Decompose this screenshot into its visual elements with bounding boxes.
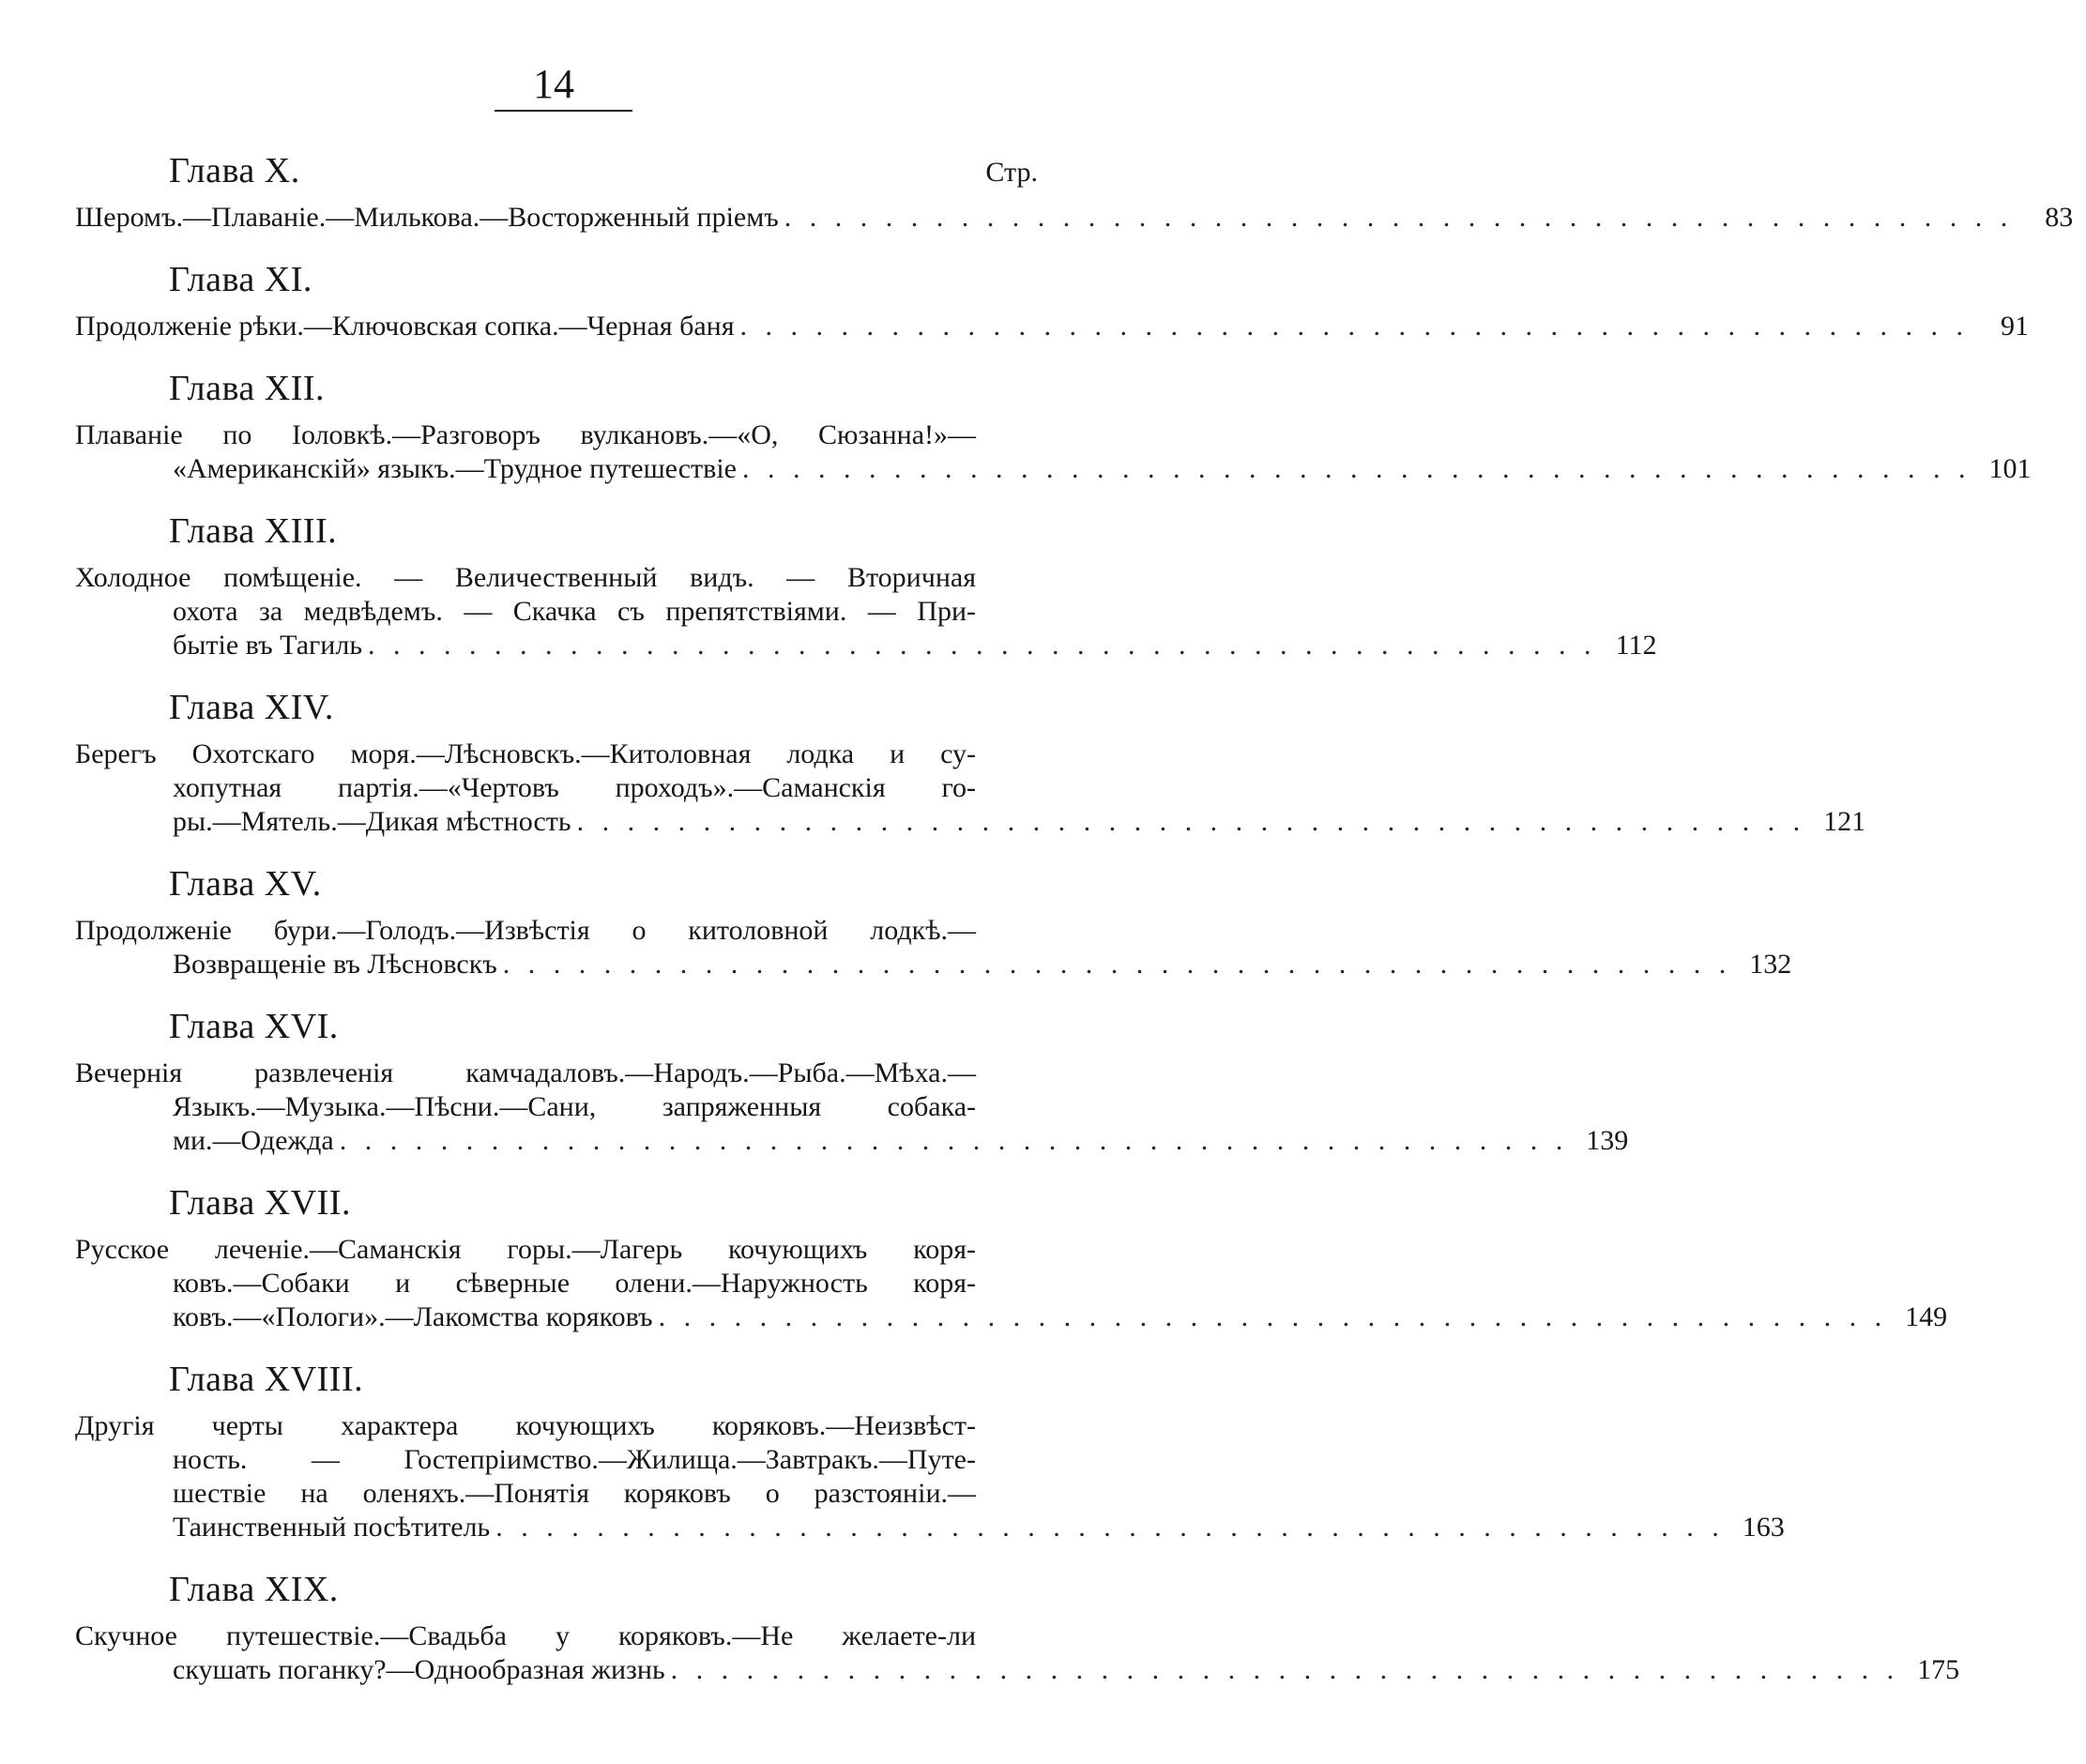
chapter-title: Глава XII. (169, 369, 325, 408)
chapter-summary (75, 310, 2030, 343)
dot-leader: . . . . . . . . . . . . . . . . . . . . . . . . . . . . . . . . . . . . . . . . . . . . . . . . . (670, 1654, 1900, 1685)
chapter-spacer (75, 235, 1051, 257)
chapter-spacer (75, 343, 1051, 366)
chapter-entry (75, 257, 2030, 366)
summary-line: Скучное путешествіе.—Свадьба у коряковъ.—Не желаете-ли (75, 1620, 976, 1651)
chapter-entry (75, 1180, 1948, 1357)
table-of-contents (75, 148, 2074, 1687)
page-reference: 139 (1586, 1125, 1629, 1156)
chapter-heading-row (75, 509, 1051, 555)
summary-line: Таинственный посѣтитель (173, 1512, 491, 1543)
chapter-heading-row (75, 861, 1051, 908)
chapter-spacer (75, 981, 1051, 1004)
chapter-entry (75, 148, 2074, 257)
summary-line: Плаваніе по Іоловкѣ.—Разговоръ вулкановъ.—«О, Сюзанна!»— (75, 419, 976, 450)
chapter-heading-row (75, 1004, 1051, 1051)
dot-leader: . . . . . . . . . . . . . . . . . . . . . . . . . . . . . . . . . . . . . . . . . . . . . . . . . (658, 1301, 1888, 1332)
chapter-summary (75, 1620, 1960, 1687)
dot-leader: . . . . . . . . . . . . . . . . . . . . . . . . . . . . . . . . . . . . . . . . . . . . . . . . . (502, 949, 1732, 980)
chapter-entry (75, 1357, 1785, 1567)
chapter-spacer (75, 839, 1051, 861)
dot-leader: . . . . . . . . . . . . . . . . . . . . . . . . . . . . . . . . . . . . . . . . . . . . . . . . . (741, 453, 1972, 484)
summary-line: шествіе на оленяхъ.—Понятія коряковъ о разстояніи.— (173, 1478, 976, 1509)
chapter-entry (75, 1567, 1960, 1687)
chapter-heading-row (75, 1567, 1051, 1614)
dot-leader: . . . . . . . . . . . . . . . . . . . . . . . . . . . . . . . . . . . . . . . . . . . . . . . . . (368, 630, 1597, 661)
summary-last-line (173, 452, 2032, 486)
chapter-title: Глава XVII. (169, 1183, 351, 1223)
page-reference: 132 (1749, 949, 1792, 980)
chapter-spacer (75, 486, 1051, 509)
page-column-header: Стр. (985, 157, 1038, 188)
summary-last-line (173, 1300, 1948, 1334)
summary-line: ры.—Мятель.—Дикая мѣстность (173, 806, 571, 837)
summary-last-line (173, 948, 1792, 981)
page-number-rule (495, 110, 632, 112)
chapter-title: Глава XIX. (169, 1570, 339, 1609)
chapter-entry (75, 1004, 1629, 1180)
chapter-summary (75, 1057, 1629, 1158)
chapter-heading-row (75, 257, 1051, 304)
page-reference: 83 (2045, 202, 2074, 233)
page-reference: 112 (1615, 630, 1657, 661)
chapter-heading-row (75, 1180, 1051, 1227)
chapter-entry (75, 366, 2032, 509)
page-reference: 91 (2001, 311, 2030, 342)
chapter-title: Глава XV. (169, 864, 322, 904)
summary-line: ность. — Гостепріимство.—Жилища.—Завтракъ.—Путе- (173, 1444, 976, 1475)
summary-line: ковъ.—«Пологи».—Лакомства коряковъ (173, 1301, 653, 1332)
chapter-heading-row (75, 1357, 1051, 1404)
chapter-spacer (75, 1544, 1051, 1567)
chapter-summary (75, 418, 2032, 486)
chapter-heading-row (75, 685, 1051, 732)
summary-line: Продолженіе рѣки.—Ключовская сопка.—Черная баня (75, 311, 735, 342)
dot-leader: . . . . . . . . . . . . . . . . . . . . . . . . . . . . . . . . . . . . . . . . . . . . . . . . . (495, 1512, 1725, 1543)
summary-line: «Американскій» языкъ.—Трудное путешествіе (173, 453, 737, 484)
summary-last-line (75, 201, 2074, 235)
summary-line: Вечернія развлеченія камчадаловъ.—Народъ.—Рыба.—Мѣха.— (75, 1057, 976, 1088)
summary-last-line (173, 1653, 1960, 1687)
chapter-summary (75, 738, 1866, 839)
chapter-summary (75, 914, 1792, 981)
chapter-summary (75, 201, 2074, 235)
chapter-title: Глава XI. (169, 260, 312, 299)
chapter-summary (75, 561, 1657, 662)
chapter-heading-row (75, 148, 1051, 195)
summary-line: хопутная партія.—«Чертовъ проходъ».—Саманскія го- (173, 772, 976, 803)
summary-line: скушать поганку?—Однообразная жизнь (173, 1654, 665, 1685)
chapter-title: Глава XIII. (169, 511, 338, 551)
summary-last-line (75, 310, 2030, 343)
summary-line: Возвращеніе въ Лѣсновскъ (173, 949, 497, 980)
summary-line: Шеромъ.—Плаваніе.—Милькова.—Восторженный пріемъ (75, 202, 779, 233)
summary-line: Холодное помѣщеніе. — Величественный видъ. — Вторичная (75, 562, 976, 593)
chapter-entry (75, 861, 1792, 1004)
page-number: 14 (533, 61, 574, 107)
page-reference: 101 (1988, 453, 2032, 484)
chapter-heading-row (75, 366, 1051, 413)
summary-last-line (173, 629, 1657, 662)
summary-line: Берегъ Охотскаго моря.—Лѣсновскъ.—Китоловная лодка и су- (75, 738, 976, 769)
page-reference: 149 (1905, 1301, 1948, 1332)
dot-leader: . . . . . . . . . . . . . . . . . . . . . . . . . . . . . . . . . . . . . . . . . . . . . . . . . (739, 311, 1970, 342)
chapter-spacer (75, 662, 1051, 685)
chapter-title: Глава XVIII. (169, 1360, 364, 1399)
chapter-entry (75, 509, 1657, 685)
summary-line: Русское леченіе.—Саманскія горы.—Лагерь кочующихъ коря- (75, 1234, 976, 1265)
summary-line: бытіе въ Тагиль (173, 630, 363, 661)
page-reference: 163 (1742, 1512, 1785, 1543)
chapter-summary (75, 1409, 1785, 1544)
chapter-title: Глава XIV. (169, 688, 334, 727)
summary-line: Другія черты характера кочующихъ коряковъ.—Неизвѣст- (75, 1410, 976, 1441)
summary-last-line (173, 805, 1866, 839)
summary-line: охота за медвѣдемъ. — Скачка съ препятствіями. — При- (173, 596, 976, 627)
chapter-title: Глава XVI. (169, 1007, 339, 1046)
summary-last-line (173, 1124, 1629, 1158)
dot-leader: . . . . . . . . . . . . . . . . . . . . . . . . . . . . . . . . . . . . . . . . . . . . . . . . . (576, 806, 1806, 837)
chapter-entry (75, 685, 1866, 861)
summary-line: ковъ.—Собаки и сѣверные олени.—Наружность коря- (173, 1268, 976, 1299)
chapter-summary (75, 1233, 1948, 1334)
page-reference: 121 (1823, 806, 1866, 837)
summary-line: ми.—Одежда (173, 1125, 334, 1156)
dot-leader: . . . . . . . . . . . . . . . . . . . . . . . . . . . . . . . . . . . . . . . . . . . . . . . . . (339, 1125, 1569, 1156)
chapter-title: Глава X. (169, 151, 300, 190)
summary-line: Продолженіе бури.—Голодъ.—Извѣстія о китоловной лодкѣ.— (75, 915, 976, 946)
chapter-spacer (75, 1158, 1051, 1180)
summary-last-line (173, 1511, 1785, 1544)
dot-leader: . . . . . . . . . . . . . . . . . . . . . . . . . . . . . . . . . . . . . . . . . . . . . . . . . (784, 202, 2014, 233)
summary-line: Языкъ.—Музыка.—Пѣсни.—Сани, запряженныя собака- (173, 1091, 976, 1122)
page-reference: 175 (1917, 1654, 1960, 1685)
chapter-spacer (75, 1334, 1051, 1357)
